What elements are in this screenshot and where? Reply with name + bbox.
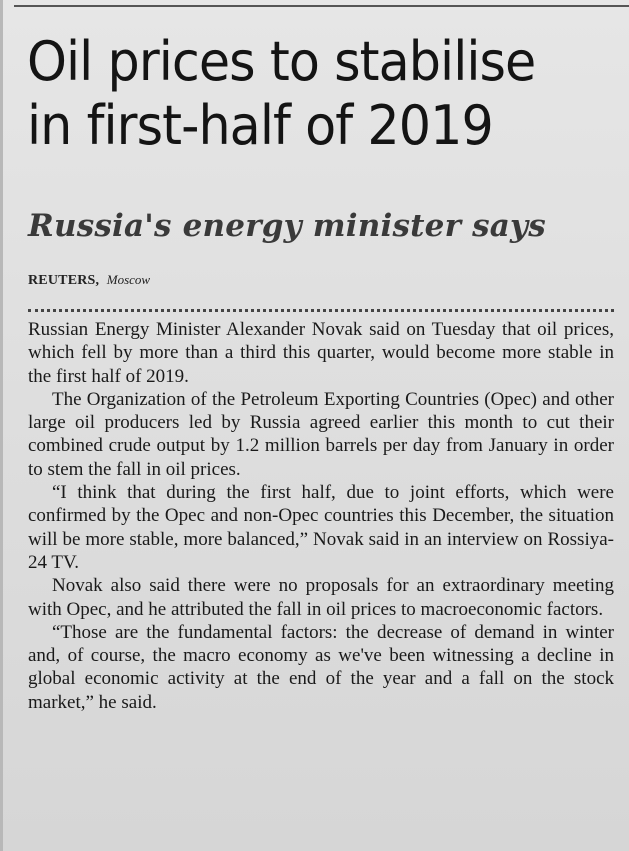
byline-agency: REUTERS, — [28, 273, 100, 288]
article-body — [28, 318, 614, 714]
paragraph-1: Russian Energy Minister Alexander Novak said on Tuesday that oil prices, which fell by more than a third this quarter, would become more stable in the first half of 2019. — [28, 319, 614, 387]
paragraph-5: “Those are the fundamental factors: the decrease of demand in winter and, of course, the macro economy as we've been witnessing a decline in global economic activity at the end of the year and a fall on the stock market,” he said. — [28, 621, 614, 713]
paragraph-2: The Organization of the Petroleum Exporting Countries (Opec) and other large oil producers led by Russia agreed earlier this month to cut their combined crude output by 1.2 million barrels per day from January in order to stem the fall in oil prices. — [28, 388, 614, 480]
paragraph-4: Novak also said there were no proposals for an extraordinary meeting with Opec, and he attributed the fall in oil prices to macroeconomic factors. — [28, 575, 614, 620]
dotted-divider — [28, 309, 614, 312]
subhead: Russia's energy minister says — [28, 208, 546, 244]
byline — [28, 271, 150, 290]
headline: Oil prices to stabilise in first-half of 2019 — [27, 30, 536, 157]
page-edge — [0, 0, 3, 851]
byline-location: Moscow — [106, 272, 151, 287]
top-rule — [14, 5, 629, 7]
paragraph-3: “I think that during the first half, due to joint efforts, which were confirmed by the Opec and non-Opec countries this December, the situation will be more stable, more balanced,” Novak said in an interview on Rossiya-24 TV. — [28, 482, 614, 573]
